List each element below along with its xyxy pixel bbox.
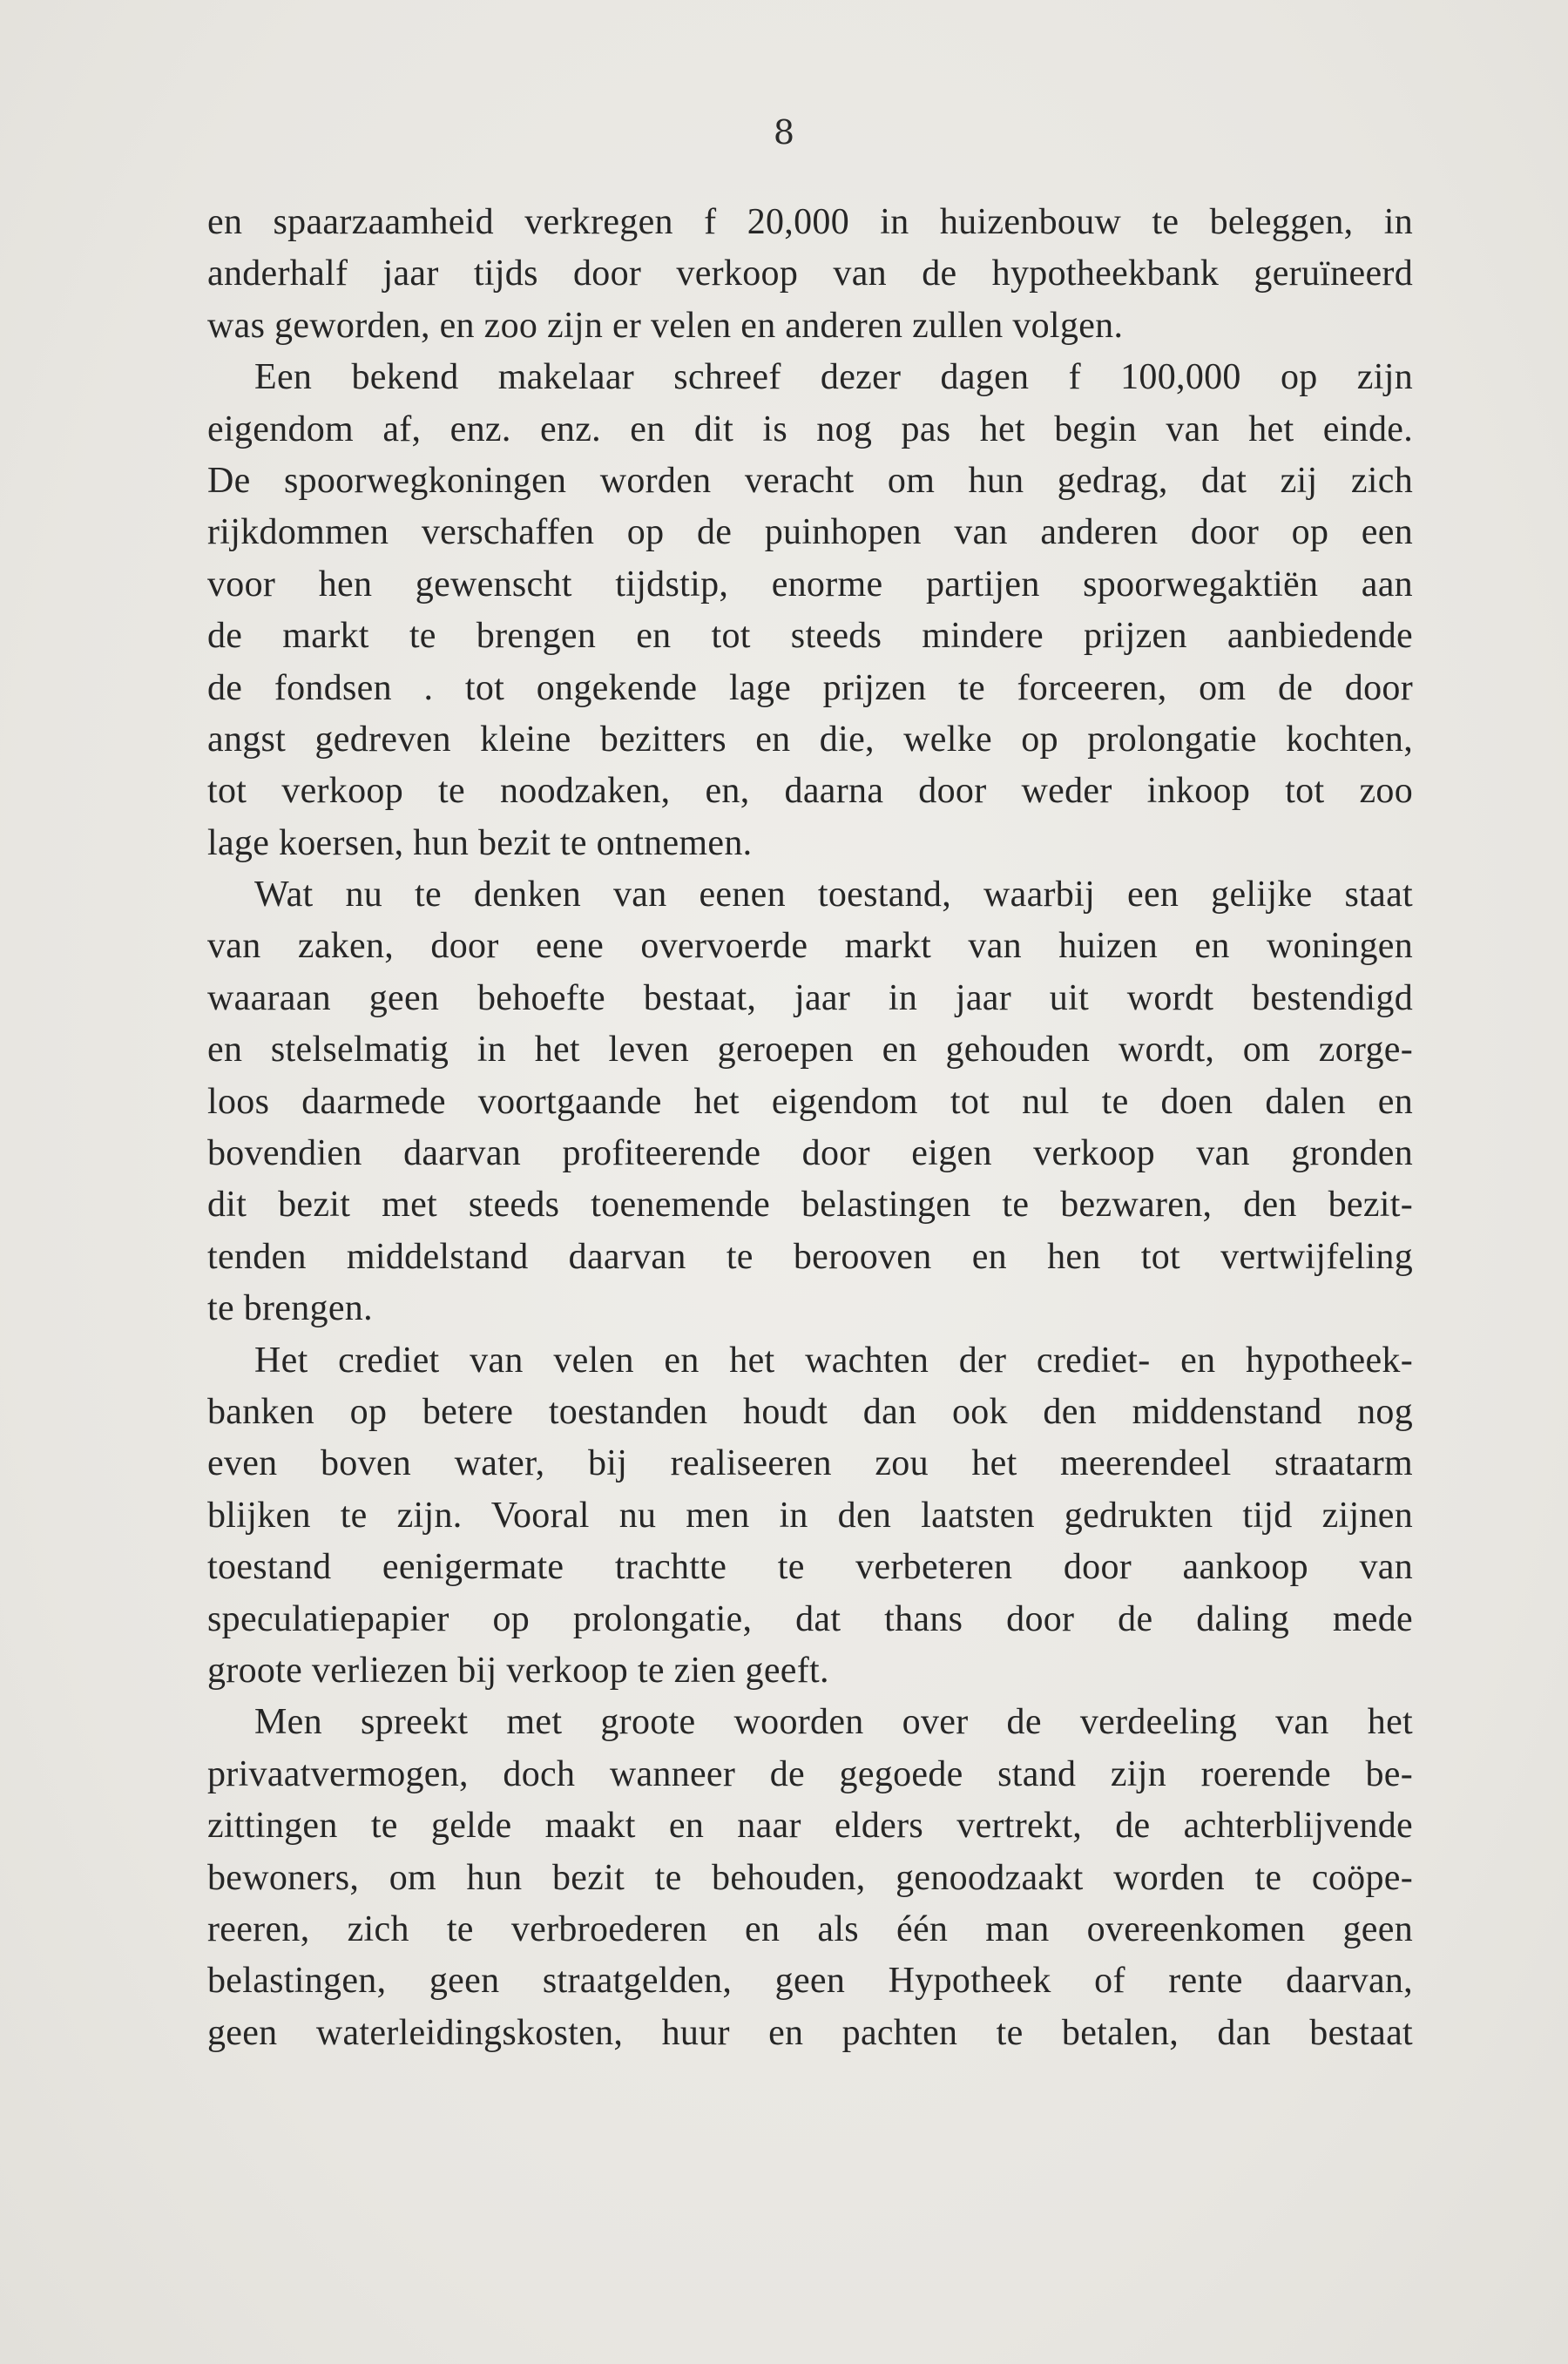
text-line: voor hen gewenscht tijdstip, enorme partijen spoorwegaktiën aan [207, 564, 1413, 605]
text-line: bewoners, om hun bezit te behouden, genoodzaakt worden te coöpe- [207, 1857, 1413, 1898]
paragraph [207, 352, 1413, 869]
text-line: tot verkoop te noodzaken, en, daarna door weder inkoop tot zoo [207, 771, 1413, 812]
text-line: Wat nu te denken van eenen toestand, waarbij een gelijke staat [254, 875, 1413, 915]
text-line: loos daarmede voortgaande het eigendom tot nul te doen dalen en [207, 1081, 1413, 1122]
text-line: te brengen. [207, 1288, 373, 1329]
text-line: eigendom af, enz. enz. en dit is nog pas het begin van het einde. [207, 409, 1413, 449]
text-line: toestand eenigermate trachtte te verbeteren door aankoop van [207, 1547, 1413, 1588]
text-line: Een bekend makelaar schreef dezer dagen f 100,000 op zijn [254, 357, 1413, 398]
text-line: rijkdommen verschaffen op de puinhopen van anderen door op een [207, 512, 1413, 553]
body-text [207, 197, 1413, 2059]
text-line: De spoorwegkoningen worden veracht om hun gedrag, dat zij zich [207, 460, 1413, 501]
paragraph [207, 197, 1413, 352]
text-line: even boven water, bij realiseeren zou het meerendeel straatarm [207, 1443, 1413, 1484]
text-line: privaatvermogen, doch wanneer de gegoede stand zijn roerende be- [207, 1753, 1413, 1794]
page-number: 8 [773, 113, 795, 152]
text-line: dit bezit met steeds toenemende belastingen te bezwaren, den bezit- [207, 1185, 1413, 1226]
text-line: belastingen, geen straatgelden, geen Hypotheek of rente daarvan, [207, 1961, 1413, 2002]
text-line: blijken te zijn. Vooral nu men in den laatsten gedrukten tijd zijnen [207, 1495, 1413, 1536]
text-line: angst gedreven kleine bezitters en die, welke op prolongatie kochten, [207, 719, 1413, 760]
text-line: tenden middelstand daarvan te berooven en hen tot vertwijfeling [207, 1236, 1413, 1277]
text-line: banken op betere toestanden houdt dan ook den middenstand nog [207, 1391, 1413, 1432]
text-line: zittingen te gelde maakt en naar elders vertrekt, de achterblijvende [207, 1806, 1413, 1847]
text-line: speculatiepapier op prolongatie, dat thans door de daling mede [207, 1598, 1413, 1639]
text-line: bovendien daarvan profiteerende door eigen verkoop van gronden [207, 1133, 1413, 1174]
text-line: was geworden, en zoo zijn er velen en anderen zullen volgen. [207, 305, 1124, 346]
paragraph [207, 869, 1413, 1335]
paragraph [207, 1697, 1413, 2059]
text-line: de markt te brengen en tot steeds mindere prijzen aanbiedende [207, 616, 1413, 657]
text-line: reeren, zich te verbroederen en als één man overeenkomen geen [207, 1908, 1413, 1949]
text-line: Het crediet van velen en het wachten der crediet- en hypotheek- [254, 1340, 1413, 1381]
text-line: waaraan geen behoefte bestaat, jaar in jaar uit wordt bestendigd [207, 977, 1413, 1018]
text-line: lage koersen, hun bezit te ontnemen. [207, 822, 753, 863]
text-line: groote verliezen bij verkoop te zien geeft. [207, 1650, 829, 1691]
text-line: en spaarzaamheid verkregen f 20,000 in huizenbouw te beleggen, in [207, 202, 1413, 242]
paragraph [207, 1335, 1413, 1698]
text-line: van zaken, door eene overvoerde markt van huizen en woningen [207, 926, 1413, 967]
text-line: anderhalf jaar tijds door verkoop van de hypotheekbank geruïneerd [207, 253, 1413, 294]
text-line: de fondsen . tot ongekende lage prijzen te forceeren, om de door [207, 667, 1413, 708]
text-line: Men spreekt met groote woorden over de verdeeling van het [254, 1702, 1413, 1743]
text-line: geen waterleidingskosten, huur en pachten te betalen, dan bestaat [207, 2012, 1413, 2053]
text-line: en stelselmatig in het leven geroepen en gehouden wordt, om zorge- [207, 1030, 1413, 1071]
